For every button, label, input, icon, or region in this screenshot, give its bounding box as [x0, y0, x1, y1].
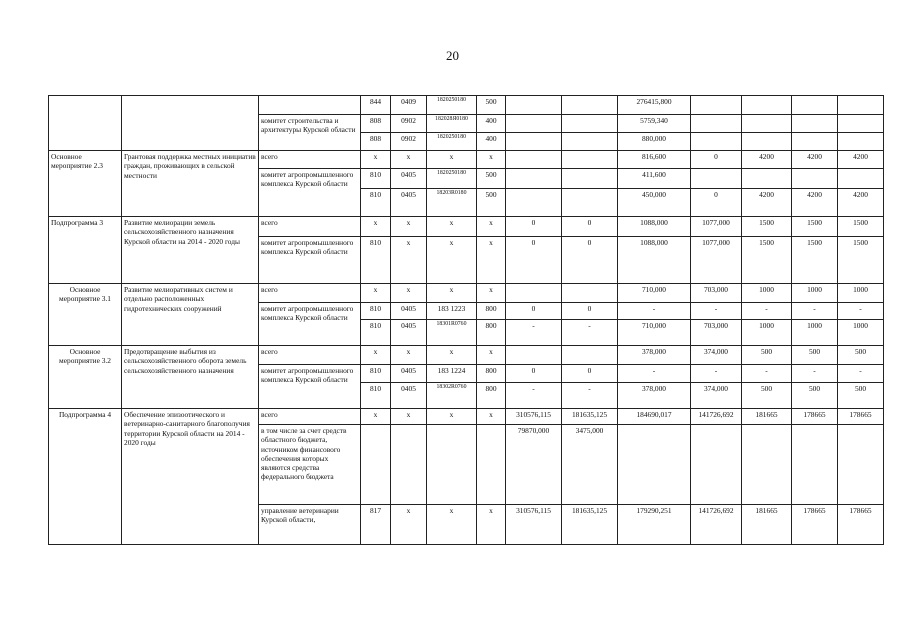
amount-cell: 181635,125 — [562, 409, 618, 425]
amount-cell: 276415,800 — [618, 96, 691, 115]
amount-cell: 374,000 — [691, 383, 742, 409]
amount-cell — [691, 96, 742, 115]
csr-cell: х — [427, 409, 477, 425]
csr-cell: 18302R0760 — [427, 383, 477, 409]
vr-cell: 800 — [477, 365, 506, 383]
amount-cell — [562, 151, 618, 169]
csr-cell: х — [427, 237, 477, 284]
amount-cell: 4200 — [792, 189, 838, 217]
amount-cell — [506, 96, 562, 115]
amount-cell: 1000 — [838, 320, 884, 346]
vr-cell: 800 — [477, 303, 506, 320]
amount-cell: 181665 — [742, 505, 792, 545]
amount-cell — [506, 133, 562, 151]
grbs-cell: 810 — [361, 237, 391, 284]
csr-cell: 182028Я0180 — [427, 115, 477, 133]
amount-cell — [506, 346, 562, 365]
amount-cell — [792, 133, 838, 151]
amount-cell: 1500 — [838, 217, 884, 237]
grbs-cell: х — [361, 284, 391, 303]
amount-cell: 4200 — [838, 151, 884, 169]
amount-cell: 141726,692 — [691, 409, 742, 425]
rzpr-cell: х — [391, 237, 427, 284]
amount-cell — [691, 425, 742, 505]
amount-cell: - — [618, 303, 691, 320]
amount-cell — [562, 189, 618, 217]
amount-cell: 181635,125 — [562, 505, 618, 545]
vr-cell: х — [477, 151, 506, 169]
amount-cell: - — [506, 320, 562, 346]
budget-table — [48, 95, 884, 545]
grbs-cell: 810 — [361, 189, 391, 217]
amount-cell: - — [742, 303, 792, 320]
csr-cell: 1820250180 — [427, 133, 477, 151]
amount-cell: 710,000 — [618, 320, 691, 346]
csr-cell: 18301R0760 — [427, 320, 477, 346]
amount-cell: - — [792, 365, 838, 383]
rzpr-cell: х — [391, 505, 427, 545]
amount-cell: 500 — [792, 383, 838, 409]
grbs-cell: 844 — [361, 96, 391, 115]
vr-cell — [477, 425, 506, 505]
rzpr-cell: х — [391, 217, 427, 237]
amount-cell: 880,000 — [618, 133, 691, 151]
vr-cell: 500 — [477, 189, 506, 217]
amount-cell: 1000 — [838, 284, 884, 303]
rzpr-cell: х — [391, 151, 427, 169]
amount-cell: 0 — [691, 151, 742, 169]
table-row — [49, 217, 884, 237]
rzpr-cell: 0405 — [391, 383, 427, 409]
amount-cell: 710,000 — [618, 284, 691, 303]
amount-cell — [562, 284, 618, 303]
amount-cell: 500 — [792, 346, 838, 365]
amount-cell: 178665 — [792, 505, 838, 545]
page-number: 20 — [446, 48, 459, 63]
amount-cell: 179290,251 — [618, 505, 691, 545]
amount-cell: 1500 — [742, 217, 792, 237]
amount-cell: - — [506, 383, 562, 409]
amount-cell — [792, 425, 838, 505]
vr-cell: 800 — [477, 383, 506, 409]
amount-cell: 184690,017 — [618, 409, 691, 425]
amount-cell: 79870,000 — [506, 425, 562, 505]
amount-cell: 181665 — [742, 409, 792, 425]
amount-cell: 500 — [742, 383, 792, 409]
amount-cell — [562, 133, 618, 151]
amount-cell: 703,000 — [691, 284, 742, 303]
amount-cell: 374,000 — [691, 346, 742, 365]
amount-cell: - — [691, 303, 742, 320]
amount-cell: - — [618, 365, 691, 383]
amount-cell: 450,000 — [618, 189, 691, 217]
csr-cell: 183 1223 — [427, 303, 477, 320]
grbs-cell: 808 — [361, 133, 391, 151]
csr-cell: х — [427, 284, 477, 303]
amount-cell: 0 — [562, 303, 618, 320]
amount-cell: 4200 — [742, 189, 792, 217]
csr-cell: 1820250180 — [427, 169, 477, 189]
amount-cell: 1088,000 — [618, 237, 691, 284]
csr-cell: х — [427, 346, 477, 365]
amount-cell — [742, 169, 792, 189]
executor-cell: комитет строительства и архитектуры Курской области — [259, 115, 361, 151]
rzpr-cell: х — [391, 284, 427, 303]
amount-cell — [838, 133, 884, 151]
amount-cell: 141726,692 — [691, 505, 742, 545]
amount-cell — [838, 115, 884, 133]
vr-cell: х — [477, 284, 506, 303]
vr-cell: х — [477, 237, 506, 284]
csr-cell: 1820250180 — [427, 96, 477, 115]
event-code-cell: Основное мероприятие 3.2 — [49, 346, 122, 409]
grbs-cell: х — [361, 217, 391, 237]
rzpr-cell: х — [391, 346, 427, 365]
csr-cell: х — [427, 505, 477, 545]
amount-cell — [792, 115, 838, 133]
amount-cell: 1500 — [838, 237, 884, 284]
amount-cell: 500 — [742, 346, 792, 365]
amount-cell: 1077,000 — [691, 237, 742, 284]
amount-cell: 500 — [838, 346, 884, 365]
table-row — [49, 346, 884, 365]
amount-cell: 0 — [506, 365, 562, 383]
amount-cell — [742, 133, 792, 151]
grbs-cell: х — [361, 151, 391, 169]
amount-cell: 378,000 — [618, 346, 691, 365]
rzpr-cell: 0405 — [391, 320, 427, 346]
amount-cell — [742, 425, 792, 505]
amount-cell — [691, 133, 742, 151]
amount-cell: - — [562, 383, 618, 409]
amount-cell: 0 — [506, 217, 562, 237]
grbs-cell: 817 — [361, 505, 391, 545]
vr-cell: х — [477, 217, 506, 237]
amount-cell: 0 — [562, 365, 618, 383]
amount-cell: 0 — [506, 303, 562, 320]
rzpr-cell: 0405 — [391, 169, 427, 189]
executor-cell: всего — [259, 151, 361, 169]
amount-cell: 4200 — [742, 151, 792, 169]
amount-cell: 1000 — [792, 320, 838, 346]
rzpr-cell: 0405 — [391, 189, 427, 217]
grbs-cell: 810 — [361, 169, 391, 189]
amount-cell — [742, 96, 792, 115]
executor-cell: всего — [259, 284, 361, 303]
amount-cell — [691, 115, 742, 133]
amount-cell: - — [838, 303, 884, 320]
table-row — [49, 284, 884, 303]
rzpr-cell: 0902 — [391, 115, 427, 133]
event-name-cell: Грантовая поддержка местных инициатив граждан, проживающих в сельской местности — [122, 151, 259, 217]
event-name-cell: Развитие мелиорации земель сельскохозяйственного назначения Курской области на 2014 - 2020 годы — [122, 217, 259, 284]
csr-cell: х — [427, 151, 477, 169]
amount-cell: 310576,115 — [506, 409, 562, 425]
amount-cell — [506, 189, 562, 217]
executor-cell: комитет агропромышленного комплекса Курской области — [259, 237, 361, 284]
amount-cell: 4200 — [838, 189, 884, 217]
grbs-cell: 808 — [361, 115, 391, 133]
executor-cell: всего — [259, 217, 361, 237]
amount-cell: 500 — [838, 383, 884, 409]
executor-cell: комитет агропромышленного комплекса Курской области — [259, 169, 361, 217]
amount-cell: 178665 — [838, 505, 884, 545]
executor-cell: в том числе за счет средств областного бюджета, источником финансового обеспечения которых являются средства федерального бюджета — [259, 425, 361, 505]
csr-cell — [427, 425, 477, 505]
executor-cell: управление ветеринарии Курской области, — [259, 505, 361, 545]
event-code-cell: Основное мероприятие 2.3 — [49, 151, 122, 217]
amount-cell: 178665 — [838, 409, 884, 425]
executor-cell: всего — [259, 346, 361, 365]
grbs-cell — [361, 425, 391, 505]
amount-cell: 0 — [506, 237, 562, 284]
amount-cell — [506, 169, 562, 189]
grbs-cell: 810 — [361, 365, 391, 383]
amount-cell: 178665 — [792, 409, 838, 425]
amount-cell: 1000 — [742, 320, 792, 346]
csr-cell: 18203R0180 — [427, 189, 477, 217]
amount-cell: 1500 — [792, 217, 838, 237]
amount-cell: 703,000 — [691, 320, 742, 346]
rzpr-cell — [391, 425, 427, 505]
amount-cell: - — [838, 365, 884, 383]
executor-cell: комитет агропромышленного комплекса Курской области — [259, 303, 361, 346]
grbs-cell: 810 — [361, 303, 391, 320]
amount-cell: - — [742, 365, 792, 383]
amount-cell: - — [562, 320, 618, 346]
amount-cell — [562, 115, 618, 133]
event-code-cell — [49, 96, 122, 151]
amount-cell: - — [792, 303, 838, 320]
amount-cell: 411,600 — [618, 169, 691, 189]
grbs-cell: х — [361, 346, 391, 365]
vr-cell: 400 — [477, 133, 506, 151]
event-name-cell: Развитие мелиоративных систем и отдельно расположенных гидротехнических сооружений — [122, 284, 259, 346]
amount-cell: 1077,000 — [691, 217, 742, 237]
amount-cell: 0 — [562, 237, 618, 284]
event-name-cell: Обеспечение эпизоотического и ветеринарно-санитарного благополучия территории Курской области на 2014 - 2020 годы — [122, 409, 259, 545]
amount-cell — [792, 169, 838, 189]
vr-cell: 400 — [477, 115, 506, 133]
event-name-cell: Предотвращение выбытия из сельскохозяйственного оборота земель сельскохозяйственного назначения — [122, 346, 259, 409]
amount-cell — [838, 96, 884, 115]
amount-cell: 4200 — [792, 151, 838, 169]
amount-cell — [562, 346, 618, 365]
rzpr-cell: х — [391, 409, 427, 425]
grbs-cell: 810 — [361, 320, 391, 346]
event-name-cell — [122, 96, 259, 151]
vr-cell: х — [477, 505, 506, 545]
rzpr-cell: 0409 — [391, 96, 427, 115]
executor-cell: комитет агропромышленного комплекса Курской области — [259, 365, 361, 409]
amount-cell — [506, 115, 562, 133]
vr-cell: 800 — [477, 320, 506, 346]
executor-cell: всего — [259, 409, 361, 425]
grbs-cell: х — [361, 409, 391, 425]
amount-cell: 310576,115 — [506, 505, 562, 545]
amount-cell: 0 — [562, 217, 618, 237]
rzpr-cell: 0902 — [391, 133, 427, 151]
grbs-cell: 810 — [361, 383, 391, 409]
vr-cell: х — [477, 346, 506, 365]
amount-cell: 1500 — [742, 237, 792, 284]
amount-cell: - — [691, 365, 742, 383]
amount-cell — [618, 425, 691, 505]
amount-cell — [838, 169, 884, 189]
amount-cell — [506, 151, 562, 169]
vr-cell: х — [477, 409, 506, 425]
amount-cell: 0 — [691, 189, 742, 217]
event-code-cell: Подпрограмма 4 — [49, 409, 122, 545]
amount-cell — [838, 425, 884, 505]
csr-cell: 183 1224 — [427, 365, 477, 383]
rzpr-cell: 0405 — [391, 303, 427, 320]
table-row — [49, 409, 884, 425]
amount-cell — [562, 96, 618, 115]
vr-cell: 500 — [477, 96, 506, 115]
table-row — [49, 151, 884, 169]
event-code-cell: Основное мероприятие 3.1 — [49, 284, 122, 346]
rzpr-cell: 0405 — [391, 365, 427, 383]
amount-cell — [742, 115, 792, 133]
table-row — [49, 96, 884, 115]
executor-cell — [259, 96, 361, 115]
amount-cell: 3475,000 — [562, 425, 618, 505]
event-code-cell: Подпрограмма 3 — [49, 217, 122, 284]
amount-cell — [506, 284, 562, 303]
amount-cell: 1000 — [742, 284, 792, 303]
amount-cell: 816,600 — [618, 151, 691, 169]
vr-cell: 500 — [477, 169, 506, 189]
amount-cell — [792, 96, 838, 115]
amount-cell — [562, 169, 618, 189]
amount-cell — [691, 169, 742, 189]
amount-cell: 5759,340 — [618, 115, 691, 133]
amount-cell: 1088,000 — [618, 217, 691, 237]
amount-cell: 1500 — [792, 237, 838, 284]
amount-cell: 1000 — [792, 284, 838, 303]
csr-cell: х — [427, 217, 477, 237]
amount-cell: 378,000 — [618, 383, 691, 409]
